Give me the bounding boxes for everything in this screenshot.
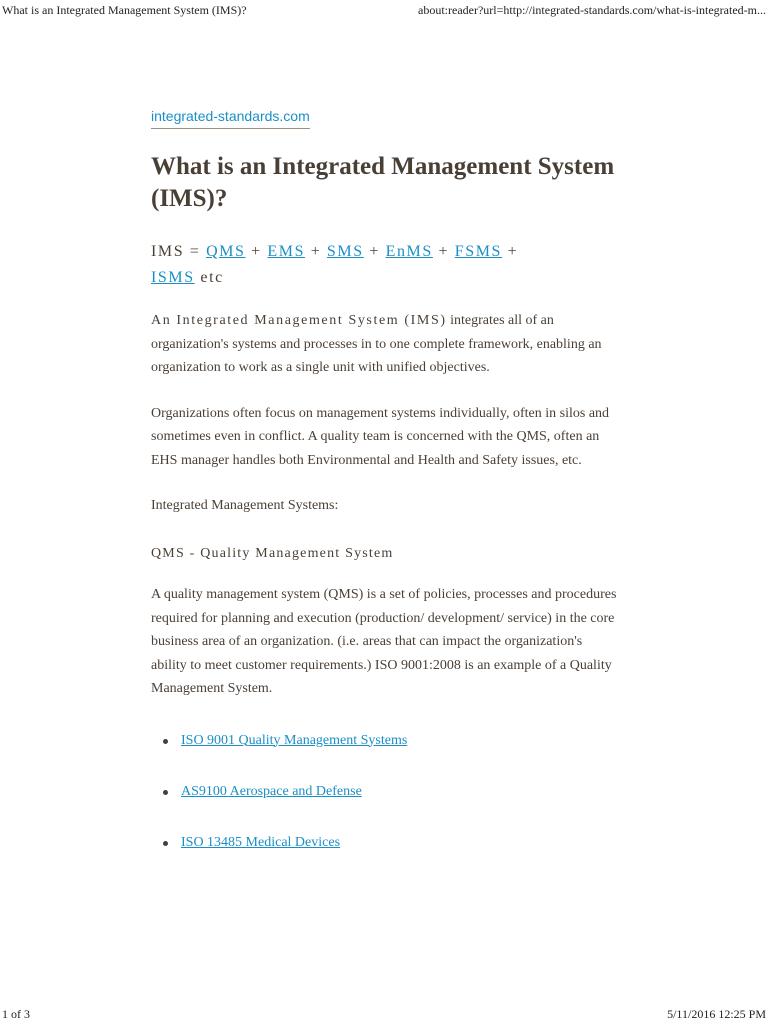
- ims-formula: [151, 239, 621, 291]
- formula-plus: +: [432, 243, 455, 260]
- bullet-icon: [163, 841, 168, 846]
- formula-plus: +: [502, 243, 519, 260]
- print-datetime: 5/11/2016 12:25 PM: [667, 1007, 766, 1021]
- page-title: What is an Integrated Management System (IMS)?: [151, 153, 615, 212]
- source-domain-link[interactable]: integrated-standards.com: [151, 108, 310, 129]
- print-footer: [0, 1004, 768, 1024]
- formula-plus: +: [305, 243, 327, 260]
- intro-spaced-text: An Integrated Management System (IMS): [151, 313, 447, 328]
- print-header: [0, 0, 768, 20]
- silos-paragraph: Organizations often focus on management systems individually, often in silos and sometimes even in conflict. A quality team is concerned with the QMS, often an EHS manager handles both Environmental and Health and Safety issues, etc.: [151, 405, 610, 468]
- print-header-title: What is an Integrated Management System (IMS)?: [2, 3, 247, 17]
- formula-link-sms[interactable]: SMS: [326, 243, 364, 260]
- page-counter: 1 of 3: [2, 1007, 30, 1021]
- formula-plus: +: [363, 243, 386, 260]
- ims-heading: Integrated Management Systems:: [151, 498, 339, 513]
- bullet-icon: [163, 739, 168, 744]
- article: [151, 108, 621, 884]
- qms-standards-list: [151, 731, 621, 853]
- formula-plus: +: [245, 243, 268, 260]
- formula-link-ems[interactable]: EMS: [267, 243, 306, 260]
- print-header-url: about:reader?url=http://integrated-standards.com/what-is-integrated-m...: [418, 3, 766, 17]
- intro-paragraph: [151, 309, 621, 380]
- qms-paragraph: A quality management system (QMS) is a set of policies, processes and procedures required for planning and execution (production/ development/ service) in the core business area of an organization. (i.e. areas that can impact the organization's ability to meet customer requirements.) ISO 9001:2008 is an example of a Quality Management System.: [151, 587, 617, 696]
- formula-link-enms[interactable]: EnMS: [385, 243, 433, 260]
- link-iso-9001[interactable]: ISO 9001 Quality Management Systems: [181, 732, 408, 748]
- formula-tail: etc: [194, 269, 224, 286]
- list-item: [163, 782, 621, 802]
- formula-link-fsms[interactable]: FSMS: [454, 243, 503, 260]
- formula-link-qms[interactable]: QMS: [206, 243, 246, 260]
- intro-rest-text: integrates all of an organization's systems and processes in to one complete framework, enabling an organization to work as a single unit with unified objectives.: [151, 313, 602, 375]
- link-as9100[interactable]: AS9100 Aerospace and Defense: [181, 783, 362, 799]
- list-item: [163, 833, 621, 853]
- link-iso-13485[interactable]: ISO 13485 Medical Devices: [181, 834, 341, 850]
- qms-heading: QMS - Quality Management System: [151, 545, 394, 561]
- list-item: [163, 731, 621, 751]
- formula-lead: IMS =: [151, 243, 207, 260]
- formula-link-isms[interactable]: ISMS: [151, 269, 195, 286]
- bullet-icon: [163, 790, 168, 795]
